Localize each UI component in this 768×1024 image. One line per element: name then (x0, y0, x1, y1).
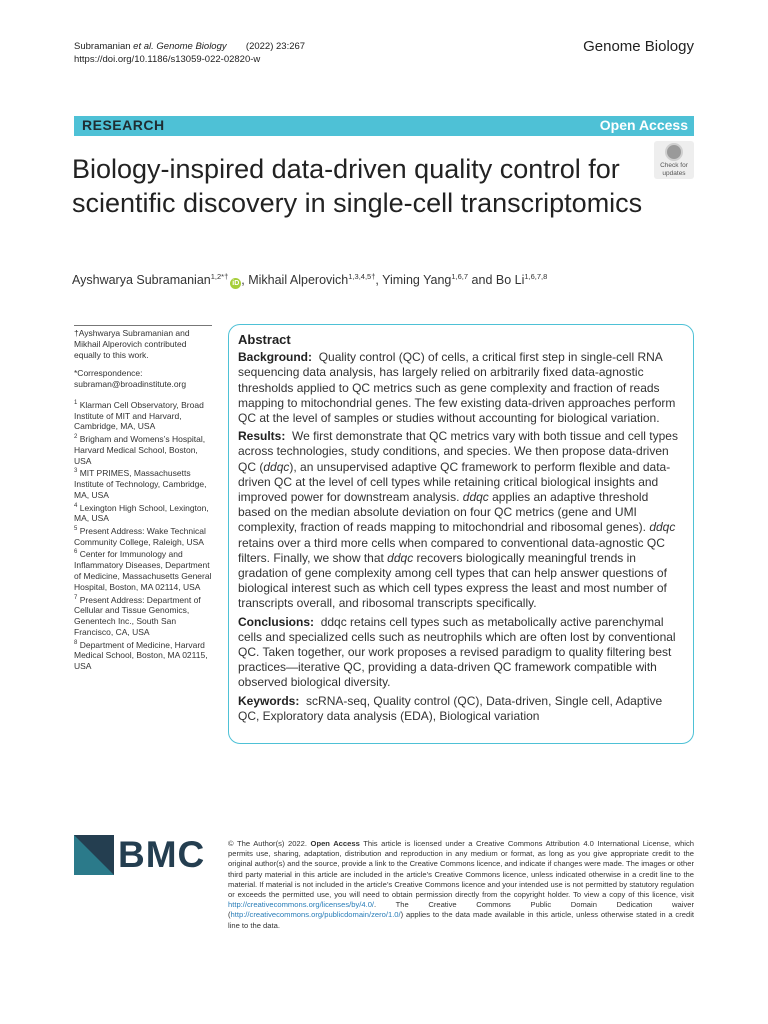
author-affil: 1,3,4,5† (348, 272, 376, 281)
citation-header (74, 40, 305, 66)
check-updates-icon (665, 143, 683, 161)
bmc-logo-text: BMC (118, 834, 206, 875)
orcid-icon[interactable]: iD (232, 280, 240, 288)
abstract-keywords: Keywords: scRNA-seq, Quality control (QC), Data-driven, Single cell, Adaptive QC, Exploratory data analysis (EDA), Biological variation (238, 693, 663, 723)
author-name[interactable]: Yiming Yang (382, 273, 452, 288)
correspondence-label: *Correspondence: (74, 368, 143, 379)
journal-name: Genome Biology (583, 38, 694, 55)
article-title: Biology-inspired data-driven quality control for scientific discovery in single-cell transcriptomics (72, 154, 643, 218)
affiliation-item: $^8$ Department of Medicine, Harvard Medical School, Boston, MA 02115, USA (74, 639, 208, 671)
citation-year: (2022) 23:267 (245, 41, 306, 52)
affiliation-item: $^6$ Center for Immunology and Inflammatory Diseases, Department of Medicine, Massachusetts General Hospital, Boston, MA 02114, USA (74, 549, 212, 592)
doi-link[interactable]: https://doi.org/10.1186/s13059-022-02820-w (74, 54, 261, 65)
author-affil: 1,6,7 (451, 272, 469, 281)
affiliation-item: $^7$ Present Address: Department of Cellular and Tissue Genomics, Genentech Inc., South San Francisco, CA, USA (74, 594, 201, 637)
waiver-link[interactable]: http://creativecommons.org/publicdomain/zero/1.0/ (230, 910, 401, 920)
abstract-conclusions: Conclusions: ddqc retains cell types such as metabolically active parenchymal cells and specialized cells such as neutrophils which are often lost by conventional QC. Taken together, our work proposes a revised paradigm to quality filtering best practices—iterative QC, providing a data-driven QC framework compatible with observed biological diversity. (238, 614, 676, 690)
equal-contribution-note: †Ayshwarya Subramanian and Mikhail Alperovich contributed equally to this work. (74, 328, 190, 360)
article-type-label: RESEARCH (82, 117, 165, 133)
affiliation-item: $^3$ MIT PRIMES, Massachusetts Institute of Technology, Cambridge, MA, USA (74, 468, 207, 500)
citation-author: Subramanian (74, 41, 131, 52)
affiliation-item: $^5$ Present Address: Wake Technical Community College, Raleigh, USA (74, 525, 206, 547)
author-affil: 1,6,7,8 (524, 272, 548, 281)
check-updates-line2: updates (662, 169, 686, 177)
affiliation-item: $^4$ Lexington High School, Lexington, MA, USA (74, 502, 209, 524)
abstract-heading: Abstract (238, 332, 291, 347)
article-type-bar (74, 116, 694, 136)
license-link[interactable]: http://creativecommons.org/licenses/by/4.0/ (228, 900, 375, 910)
author-affil: 1,2*† (210, 272, 229, 281)
abstract-results: Results: We first demonstrate that QC metrics vary with both tissue and cell types across technologies, study conditions, and species. We then propose data-driven QC (ddqc), an unsupervised adaptive QC framework to perform flexible and data-driven QC at the level of cell types while retaining critical biological insights and improved power for downstream analysis. ddqc applies an adaptive threshold based on the median absolute deviation on four QC metrics (gene and UMI complexity, fraction of reads mapping to mitochondrial and ribosomal genes). ddqc retains over a third more cells when compared to conventional data-agnostic QC filters. Finally, we show that ddqc recovers biologically meaningful trends in gradation of gene complexity among cell types that can help answer questions of biological interest such as which cell types express the least and most number of transcripts overall, and ribosomal transcripts specifically. (238, 429, 678, 611)
correspondence-email[interactable]: subraman@broadinstitute.org (74, 379, 187, 390)
affiliations-sidebar (74, 325, 212, 672)
affiliation-item: $^2$ Brigham and Womens’s Hospital, Harvard Medical School, Boston, USA (74, 434, 206, 466)
bmc-logo (74, 835, 214, 875)
license-statement: © The Author(s) 2022. Open Access This article is licensed under a Creative Commons Attribution 4.0 International License, which permits use, sharing, adaptation, distribution and reproduction in any medium or format, as long as you give appropriate credit to the original author(s) and the source, provide a link to the Creative Commons licence, and indicate if changes were made. The images or other third party material in this article are included in the article’s Creative Commons licence, unless indicated otherwise in a credit line to the material. If material is not included in the article’s Creative Commons licence and your intended use is not permitted by statutory regulation or exceeds the permitted use, you will need to obtain permission directly from the copyright holder. To view a copy of this licence, visit http://creativecommons.org/licenses/by/4.0/. The Creative Commons Public Domain Dedication waiver (http://creativecommons.org/publicdomain/zero/1.0/) applies to the data made available in this article, unless otherwise stated in a credit line to the data. (228, 839, 694, 930)
author-list: Ayshwarya Subramanian$^{1,2*\dagger}$iD , Mikhail Alperovich$^{1,3,4,5\dagger}$, Yiming Yang$^{1,6,7}$ and Bo Li$^{1,6,7,8}$ (72, 272, 548, 288)
author-name[interactable]: Ayshwarya Subramanian (72, 273, 211, 288)
author-name[interactable]: Bo Li (495, 273, 525, 288)
affiliation-item: $^1$ Klarman Cell Observatory, Broad Institute of MIT and Harvard, Cambridge, MA, USA (74, 399, 204, 432)
author-name[interactable]: Mikhail Alperovich (248, 273, 349, 288)
check-updates-line1: Check for (660, 162, 688, 169)
abstract-background: Background: Quality control (QC) of cells, a critical first step in single-cell RNA sequencing data analysis, has largely relied on arbitrarily fixed data-agnostic thresholds applied to QC metrics such as gene complexity and fraction of reads mapping to mitochondrial genes. The few existing data-driven approaches perform QC at the level of samples or studies without accounting for biological variation. (238, 350, 676, 426)
open-access-label: Open Access (599, 117, 688, 133)
citation-journal: et al. Genome Biology (133, 41, 227, 52)
bmc-logo-icon (74, 835, 114, 875)
check-for-updates-button[interactable] (654, 141, 694, 179)
abstract-box (228, 324, 694, 744)
